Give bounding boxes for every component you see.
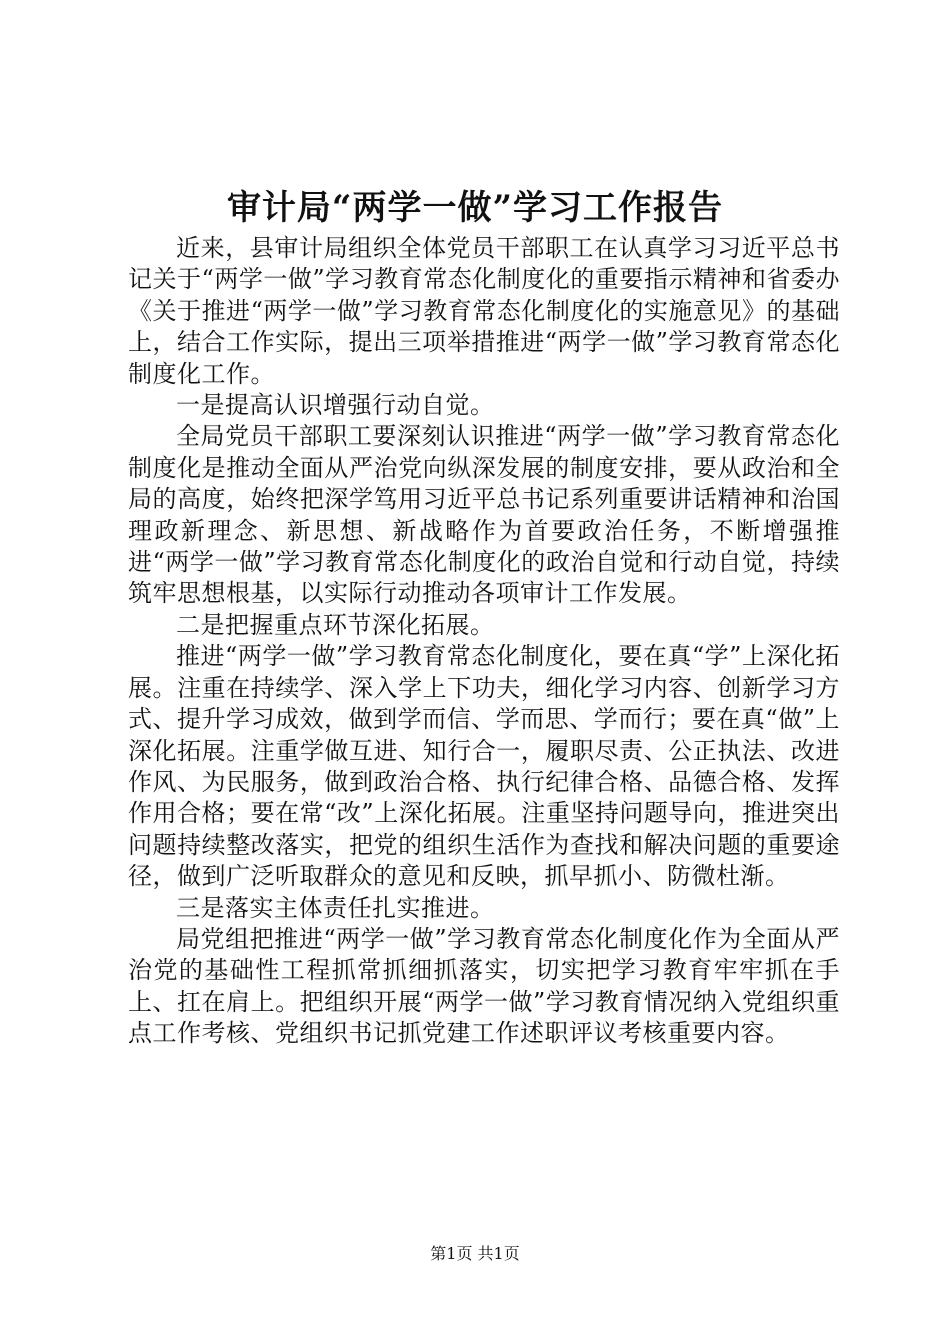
document-title: 审计局“两学一做”学习工作报告: [226, 188, 724, 228]
section-heading-3: 三是落实主体责任扎实推进。: [176, 893, 495, 922]
section-heading-1: 一是提高认识增强行动自觉。: [176, 391, 495, 420]
paragraph-section-2: 推进“两学一做”学习教育常态化制度化，要在真“学”上深化拓展。注重在持续学、深入学上下功夫，细化学习内容、创新学习方式、提升学习成效，做到学而信、学而思、学而行；要在真“做”上深化拓展。注重学做互进、知行合一，履职尽责、公正执法、改进作风、为民服务，做到政治合格、执行纪律合格、品德合格、发挥作用合格；要在常“改”上深化拓展。注重坚持问题导向，推进突出问题持续整改落实，把党的组织生活作为查找和解决问题的重要途径，做到广泛听取群众的意见和反映，抓早抓小、防微杜渐。: [128, 642, 840, 891]
page-footer: 第1页 共1页: [430, 1244, 520, 1263]
section-heading-2: 二是把握重点环节深化拓展。: [176, 610, 495, 639]
document-body: [128, 233, 840, 1050]
paragraph-section-3: 局党组把推进“两学一做”学习教育常态化制度化作为全面从严治党的基础性工程抓常抓细抓落实，切实把学习教育牢牢抓在手上、扛在肩上。把组织开展“两学一做”学习教育情况纳入党组织重点工作考核、党组织书记抓党建工作述职评议考核重要内容。: [128, 924, 840, 1048]
paragraph-section-1: 全局党员干部职工要深刻认识推进“两学一做”学习教育常态化制度化是推动全面从严治党向纵深发展的制度安排，要从政治和全局的高度，始终把深学笃用习近平总书记系列重要讲话精神和治国理政新理念、新思想、新战略作为首要政治任务，不断增强推进“两学一做”学习教育常态化制度化的政治自觉和行动自觉，持续筑牢思想根基，以实际行动推动各项审计工作发展。: [128, 422, 840, 608]
paragraph-intro: 近来，县审计局组织全体党员干部职工在认真学习习近平总书记关于“两学一做”学习教育常态化制度化的重要指示精神和省委办《关于推进“两学一做”学习教育常态化制度化的实施意见》的基础上，结合工作实际，提出三项举措推进“两学一做”学习教育常态化制度化工作。: [128, 234, 840, 388]
